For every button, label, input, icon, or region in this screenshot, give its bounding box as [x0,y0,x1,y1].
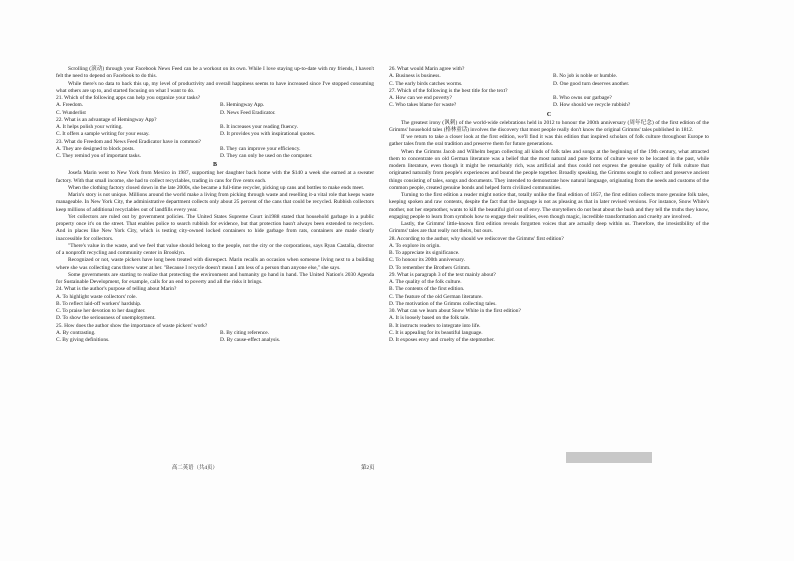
option-d: D. News Feed Eradicator. [220,109,276,116]
option-b: B. The contents of the first edition. [389,286,465,293]
passage-b-paragraph: Yet collectors are ruled out by government policies. The United States Supreme Court in1988 stated that household garbage in a public property once it's on the street. That enables police to search rubbish for evidence, but that protection hasn't always been extended to recyclers. And in places like New York City, which is testing city-owned locked containers to hide garbage from rats, containers are made clearly inaccessible for collectors. [56,213,374,242]
redaction-box [566,452,652,463]
left-column [56,66,374,344]
passage-b-paragraph: Josefa Marin went to New York from Mexico in 1987, supporting her daughter back home with the $140 a week she earned at a sweater factory. With that small income, she had to collect recyclables, trading in cans for five cents each. [56,170,374,184]
option-c: C. It is appealing for its beautiful language. [389,329,483,336]
passage-b-paragraph: Some governments are starting to realize that protecting the environment and humanity go hand in hand. The United Nation's 2030 Agenda for Sustainable Development, for example, calls for an end to poverty and all the risks it brings. [56,271,374,285]
option-b: B. Who owns our garbage? [553,95,612,101]
option-b: B. No job is noble or humble. [553,73,618,80]
question-29 [389,272,709,308]
option-a: A. The quality of the folk culture. [389,279,462,285]
question-24 [56,286,374,322]
question-stem: 28. According to the author, why should we rediscover the Grimms' first edition? [389,235,564,242]
option-c: C. It offers a sample writing for your essay. [56,131,150,138]
option-b: B. To appreciate its significance. [389,250,460,256]
passage-c-paragraph: Turning to the first edition a reader might notice that, totally unlike the final edition of 1857, the first edition collects more genuine folk tales, keeping spoken and raw contents, despite the fact that the language is not as pleasing as that in later revised versions. For instance, Snow White's mother, not her stepmother, wants to kill the beautiful girl out of envy. The storytellers do not beat about the bush and they tell the truths they know, engaging people to learn from symbols how to engage their realities, even though magic, incredible transformation and cruelty are involved. [389,192,709,220]
section-heading-b: B [212,162,217,169]
passage-b-paragraph: Recognized or not, waste pickers have long been treated with disrespect. Marin recalls an occasion when someone living next to a building where she was collecting cans threw water at her. "Because I recycle doesn't mean I am less of a person than anyone else," she says. [56,257,374,271]
option-a: A. To explore its origin. [389,242,441,249]
option-d: D. By cause-effect analysis. [220,337,281,343]
passage-b-paragraph: When the clothing factory closed down in the late 2000s, she became a full-time recycler, picking up cans and bottles to make ends meet. [68,184,365,191]
option-a: A. Business is business. [389,73,441,80]
question-25 [56,323,374,345]
question-stem: 25. How does the author show the importance of waste pickers' work? [56,322,208,329]
question-stem: 30. What can we learn about Snow White in the first edition? [389,308,521,314]
question-stem: 27. Which of the following is the best title for the text? [389,87,508,94]
passage-b-paragraph: Marin's story is not unique. Millions around the world make a living from picking through waste and reselling it-a vital role that keeps waste manageable. In New York City, the administrative department collects only about 25 percent of the cans that could be recycled. Rubbish collectors keep millions of additional recyclables out of landfills every year. [56,192,374,213]
option-c: C. The early birds catches worms. [389,80,463,87]
intro-paragraph: While there's no data to back this up, my level of productivity and overall happiness seems to have increased since I've stopped consuming what others are up to, and started focusing on what I want to do. [56,80,374,94]
question-28 [389,236,709,272]
option-a: A. By contrasting. [56,329,96,336]
question-30 [389,308,709,344]
option-d: D. It provides you with inspirational quotes. [220,131,316,138]
option-c: C. To praise her devotion to her daughter. [56,308,146,314]
passage-c-paragraph: Lastly, the Grimms' little-known first edition reveals forgotten voices that are actually deep within us. Therefore, the irresistibility of the Grimms' tales are that really not theirs, but ours. [389,221,709,235]
option-a: A. How can we end poverty? [389,95,452,101]
option-a: A. To highlight waste collectors' role. [56,293,137,300]
option-d: D. To show the seriousness of unemployment. [56,315,156,322]
question-stem: 22. What is an advantage of Hemingway App? [56,116,157,123]
question-26 [389,66,709,88]
option-a: A. It is loosely based on the folk tale. [389,315,470,322]
option-c: C. They remind you of important tasks. [56,153,141,159]
intro-paragraph: Scrolling (滚动) through your Facebook News Feed can be a workout on its own. While I love staying up-to-date with my friends, I haven't felt the need to depend on Facebook to do this. [56,66,374,80]
option-b: B. By citing reference. [220,329,269,336]
option-a: A. Freedom. [56,102,84,109]
option-d: D. It exposes envy and cruelty of the stepmother. [389,337,495,343]
option-b: B. To reflect laid-off workers' hardship. [56,300,142,307]
option-c: C. Who takes blame for waste? [389,102,457,109]
page-footer-subject: 高二英语（共4页） [172,465,218,471]
option-c: C. The feature of the old German literature. [389,293,483,300]
question-stem: 21. Which of the following apps can help you organize your tasks? [56,95,201,101]
option-b: B. Hemingway App. [220,102,265,109]
option-d: D. The motivation of the Grimms collecting tales. [389,300,497,307]
option-b: B. It increases your reading fluency. [220,124,298,130]
passage-c-paragraph: When the Grimms Jacob and Wilhelm began collecting all kinds of folk tales and songs at the beginning of the 19th century, what attracted them to concentrate on old German literature was a belief that the most natural and pure forms of culture were to be located in the past, while modern literature, even though it might be remarkably rich, was artificial and thus could not express the genuine quality of folk culture that originated naturally from people's experiences and bound the people together. Broadly speaking, the Grimms sought to collect and preserve ancient things consisting of tales, songs and documents. They intended to demonstrate how natural language, originating from the needs and customs of the common people, created genuine bonds and helped form civilized communities. [389,148,709,191]
option-d: D. They can only be used on the computer. [220,153,313,159]
question-21 [56,95,374,117]
option-c: C. By giving definitions. [56,337,110,343]
question-stem: 24. What is the author's purpose of telling about Marin? [56,286,177,293]
passage-c-paragraph: If we return to take a closer look at the first edition, we'll find it was this edition that inspired scholars of folk culture throughout Europe to gather tales from the oral tradition and preserve them for future generations. [389,134,709,148]
question-27 [389,88,709,110]
question-stem: 29. What is paragraph 3 of the text mainly about? [389,271,496,278]
right-column [389,66,709,344]
passage-b-paragraph: "There's value in the waste, and we feel that value should belong to the people, not the city or the corporations, says Ryan Castalia, director of a nonprofit recycling and community center in Brooklyn. [56,242,374,256]
option-b: B. It instructs readers to integrate into life. [389,322,481,329]
option-d: D. To remember the Brothers Grimm. [389,264,471,271]
passage-c-paragraph: The greatest irony (讽刺) of the world-wide celebrations held in 2012 to honour the 200th anniversary (周年纪念) of the first edition of the Grimms' household tales (格林童话) involves the discovery that most people really don't know the original Grimms' tales published in 1812. [389,119,709,133]
option-c: C. Wunderlist [56,109,86,116]
question-23 [56,139,374,161]
question-stem: 23. What do Freedom and News Feed Eradicator have in common? [56,138,201,145]
option-a: A. They are designed to block posts. [56,145,135,152]
question-22 [56,117,374,139]
option-a: A. It helps polish your writing. [56,124,123,130]
section-heading-c: C [546,111,552,118]
page-number: 第2页 [361,465,375,471]
option-d: D. How should we recycle rubbish? [553,102,631,109]
option-c: C. To honour its 200th anniversary. [389,257,465,264]
option-b: B. They can improve your efficiency. [220,145,301,152]
option-d: D. One good turn deserves another. [553,80,630,87]
question-stem: 26. What would Marin agree with? [389,66,465,72]
